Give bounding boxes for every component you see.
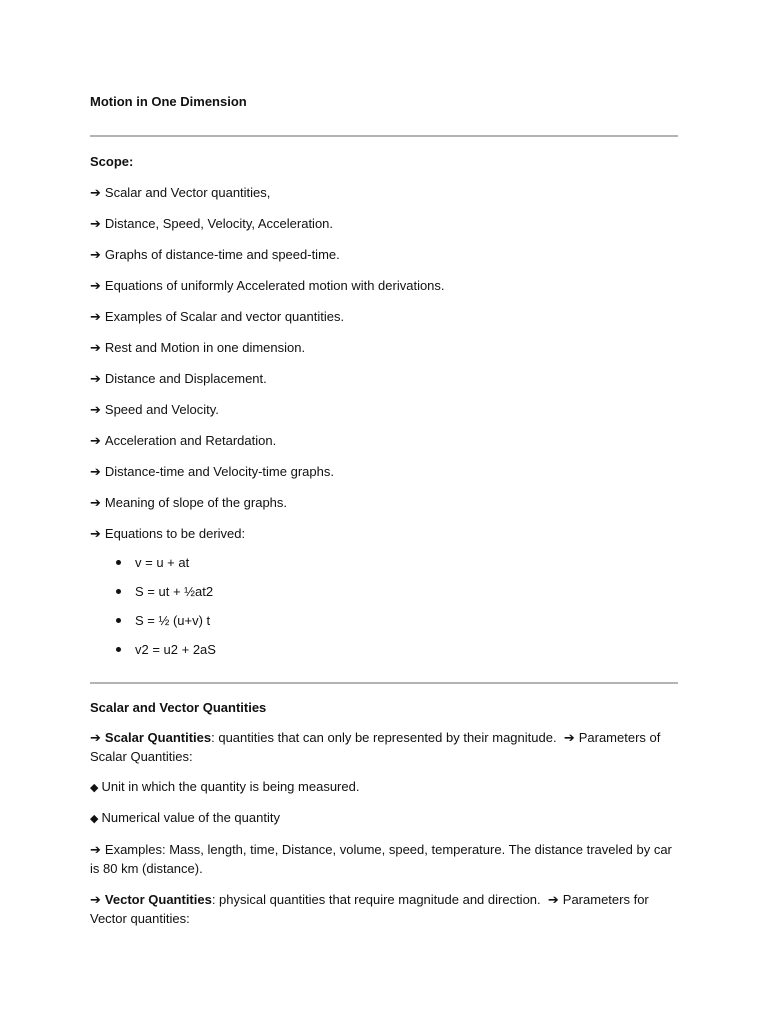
diamond-bullet-icon: ◆ bbox=[90, 813, 99, 825]
divider bbox=[90, 682, 678, 684]
scalar-term: Scalar Quantities bbox=[104, 730, 212, 745]
scope-item: ➔ Examples of Scalar and vector quantities. bbox=[90, 309, 345, 324]
scope-item: ➔ Rest and Motion in one dimension. bbox=[90, 340, 306, 355]
arrow-icon: ➔ bbox=[90, 185, 101, 200]
arrow-icon: ➔ bbox=[90, 278, 101, 293]
equation-item: S = ut + ½at2 bbox=[112, 583, 678, 600]
arrow-icon: ➔ bbox=[90, 730, 101, 745]
arrow-icon: ➔ bbox=[90, 526, 101, 541]
equation-item: v2 = u2 + 2aS bbox=[112, 641, 678, 658]
section-heading: Scalar and Vector Quantities bbox=[90, 700, 267, 715]
scope-item: ➔ Distance, Speed, Velocity, Acceleration. bbox=[90, 216, 334, 231]
diamond-bullet-icon: ◆ bbox=[90, 782, 99, 794]
arrow-icon: ➔ bbox=[563, 730, 575, 745]
scope-item: ➔ Equations to be derived: bbox=[90, 526, 246, 541]
equation-item: v = u + at bbox=[112, 554, 678, 571]
arrow-icon: ➔ bbox=[90, 402, 101, 417]
arrow-icon: ➔ bbox=[90, 495, 101, 510]
arrow-icon: ➔ bbox=[90, 340, 101, 355]
scope-heading: Scope: bbox=[90, 154, 134, 169]
scalar-param-item: ◆ Numerical value of the quantity bbox=[90, 810, 280, 825]
divider bbox=[90, 135, 678, 137]
document-title: Motion in One Dimension bbox=[90, 94, 247, 109]
examples-paragraph: ➔ Examples: Mass, length, time, Distance, volume, speed, temperature. The distance traveled by car is 80 km (distance). bbox=[90, 842, 672, 876]
scope-item: ➔ Acceleration and Retardation. bbox=[90, 433, 277, 448]
scalar-paragraph: ➔ Scalar Quantities: quantities that can only be represented by their magnitude. ➔ Parameters of Scalar Quantities: bbox=[90, 730, 661, 764]
scope-item: ➔ Meaning of slope of the graphs. bbox=[90, 495, 288, 510]
scalar-param-item: ◆ Unit in which the quantity is being measured. bbox=[90, 779, 360, 794]
arrow-icon: ➔ bbox=[90, 371, 101, 386]
equation-list bbox=[90, 554, 678, 658]
arrow-icon: ➔ bbox=[90, 892, 101, 907]
arrow-icon: ➔ bbox=[90, 216, 101, 231]
arrow-icon: ➔ bbox=[547, 892, 559, 907]
scope-item: ➔ Distance and Displacement. bbox=[90, 371, 267, 386]
scope-item: ➔ Equations of uniformly Accelerated motion with derivations. bbox=[90, 278, 445, 293]
arrow-icon: ➔ bbox=[90, 309, 101, 324]
vector-paragraph: ➔ Vector Quantities: physical quantities that require magnitude and direction. ➔ Parameters for Vector quantities: bbox=[90, 892, 649, 926]
scope-item: ➔ Scalar and Vector quantities, bbox=[90, 185, 271, 200]
scope-item: ➔ Speed and Velocity. bbox=[90, 402, 219, 417]
arrow-icon: ➔ bbox=[90, 842, 101, 857]
scope-list bbox=[90, 184, 678, 542]
scope-item: ➔ Graphs of distance-time and speed-time. bbox=[90, 247, 340, 262]
vector-term: Vector Quantities bbox=[104, 892, 212, 907]
arrow-icon: ➔ bbox=[90, 247, 101, 262]
arrow-icon: ➔ bbox=[90, 433, 101, 448]
equation-item: S = ½ (u+v) t bbox=[112, 612, 678, 629]
arrow-icon: ➔ bbox=[90, 464, 101, 479]
scope-item: ➔ Distance-time and Velocity-time graphs. bbox=[90, 464, 334, 479]
